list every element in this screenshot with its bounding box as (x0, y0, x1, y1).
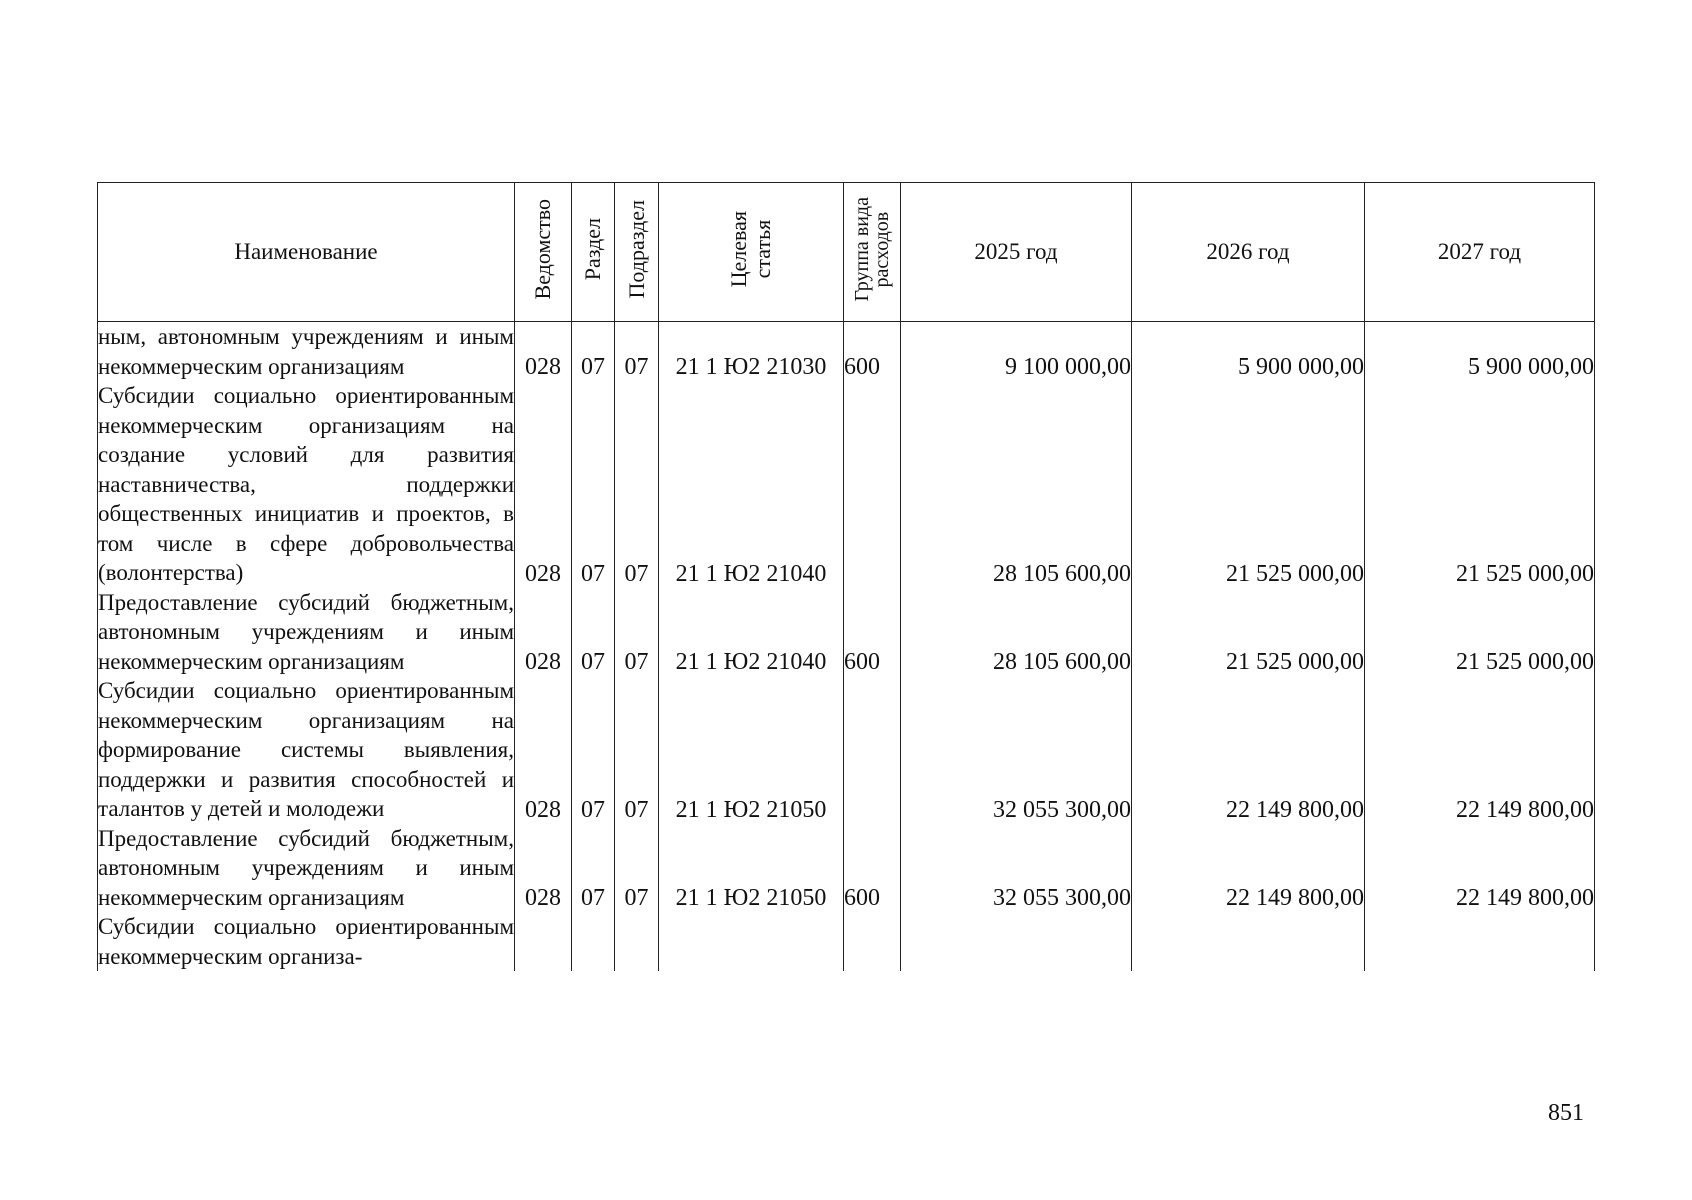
table-row (98, 322, 1595, 382)
row-2026: 22 149 800,00 (1132, 824, 1365, 913)
row-2026: 21 525 000,00 (1132, 381, 1365, 588)
table-row (98, 676, 1595, 824)
row-department: 028 (515, 824, 572, 913)
col-header-name: Наименование (98, 183, 515, 322)
row-section: 07 (572, 824, 615, 913)
row-group: 600 (844, 824, 901, 913)
row-2025: 32 055 300,00 (901, 824, 1132, 913)
page-number: 851 (1548, 1100, 1584, 1126)
row-section: 07 (572, 322, 615, 382)
row-2025: 32 055 300,00 (901, 676, 1132, 824)
row-department: 028 (515, 381, 572, 588)
row-name: Предоставление субсидий бюджетным, автономным учреждениям и иным некоммерческим организациям (98, 588, 515, 677)
row-2026: 22 149 800,00 (1132, 676, 1365, 824)
row-target: 21 1 Ю2 21050 (659, 824, 844, 913)
row-2027: 5 900 000,00 (1365, 322, 1595, 382)
table-row-continued (98, 912, 1595, 971)
row-2027: 21 525 000,00 (1365, 588, 1595, 677)
row-target: 21 1 Ю2 21040 (659, 588, 844, 677)
row-2026: 21 525 000,00 (1132, 588, 1365, 677)
row-2025: 9 100 000,00 (901, 322, 1132, 382)
row-target: 21 1 Ю2 21050 (659, 676, 844, 824)
table-row (98, 381, 1595, 588)
col-header-department: Ведомство (515, 183, 572, 322)
row-target: 21 1 Ю2 21030 (659, 322, 844, 382)
row-subsection: 07 (615, 322, 659, 382)
row-section: 07 (572, 381, 615, 588)
row-subsection: 07 (615, 381, 659, 588)
row-name: Субсидии социально ориентированным некоммерческим организациям на формирование системы выявления, поддержки и развития способностей и талантов у детей и молодежи (98, 676, 515, 824)
row-subsection: 07 (615, 676, 659, 824)
row-2027: 22 149 800,00 (1365, 676, 1595, 824)
row-name: ным, автономным учреждениям и иным некоммерческим организациям (98, 322, 515, 382)
header-row (98, 183, 1595, 322)
row-section: 07 (572, 676, 615, 824)
table-row (98, 588, 1595, 677)
row-target: 21 1 Ю2 21040 (659, 381, 844, 588)
row-2027: 21 525 000,00 (1365, 381, 1595, 588)
budget-table (97, 182, 1595, 971)
col-header-2026: 2026 год (1132, 183, 1365, 322)
row-name: Субсидии социально ориентированным некоммерческим организациям на создание условий для развития наставничества, поддержки общественных инициатив и проектов, в том числе в сфере добровольчества (волонтерства) (98, 381, 515, 588)
row-section: 07 (572, 588, 615, 677)
col-header-subsection: Подраздел (615, 183, 659, 322)
row-group: 600 (844, 588, 901, 677)
row-name: Предоставление субсидий бюджетным, автономным учреждениям и иным некоммерческим организациям (98, 824, 515, 913)
row-name: Субсидии социально ориентированным некоммерческим организа- (98, 912, 515, 971)
row-department: 028 (515, 322, 572, 382)
row-2026: 5 900 000,00 (1132, 322, 1365, 382)
row-department: 028 (515, 676, 572, 824)
table-row (98, 824, 1595, 913)
col-header-2027: 2027 год (1365, 183, 1595, 322)
row-department: 028 (515, 588, 572, 677)
col-header-target: Целевая статья (659, 183, 844, 322)
row-subsection: 07 (615, 824, 659, 913)
row-group (844, 381, 901, 588)
row-subsection: 07 (615, 588, 659, 677)
row-group (844, 676, 901, 824)
col-header-group: Группа вида расходов (844, 183, 901, 322)
col-header-2025: 2025 год (901, 183, 1132, 322)
col-header-section: Раздел (572, 183, 615, 322)
row-2025: 28 105 600,00 (901, 588, 1132, 677)
row-2027: 22 149 800,00 (1365, 824, 1595, 913)
row-2025: 28 105 600,00 (901, 381, 1132, 588)
row-group: 600 (844, 322, 901, 382)
